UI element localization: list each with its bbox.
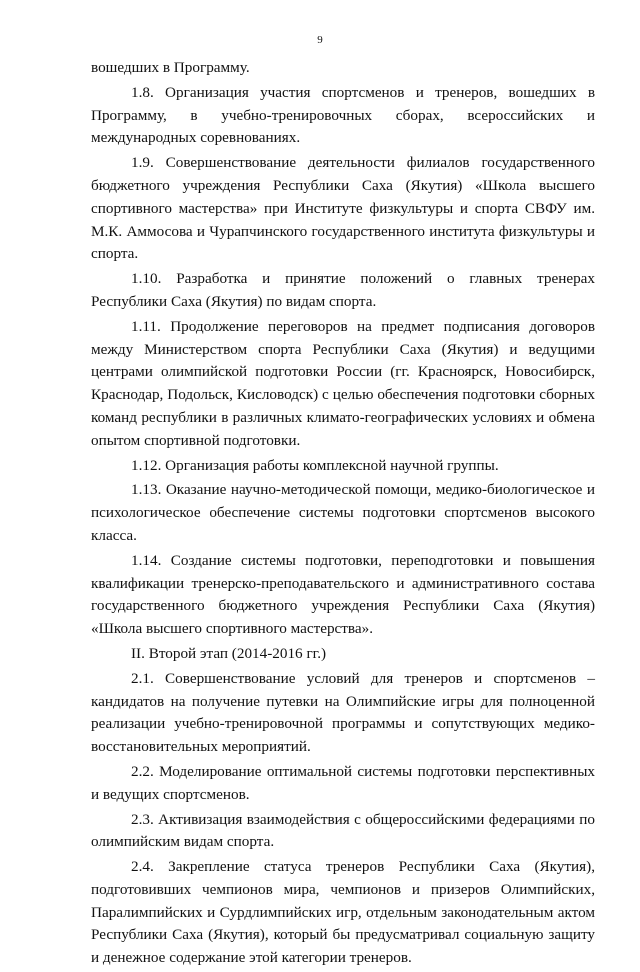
paragraph-1-10: 1.10. Разработка и принятие положений о главных тренерах Республики Саха (Якутия) по видам спорта. [91,270,595,310]
paragraph-continuation: вошедших в Программу. [91,59,250,76]
paragraph-2-1: 2.1. Совершенствование условий для тренеров и спортсменов – кандидатов на получение путевки на Олимпийские игры для полноценной реализации учебно-тренировочной программы и сопутствующих медико-восстановительных мероприятий. [91,669,595,756]
paragraph-1-14: 1.14. Создание системы подготовки, переподготовки и повышения квалификации тренерско-преподавательского и административного состава государственного бюджетного учреждения Республики Саха (Якутия) «Школа высшего спортивного мастерства». [91,551,595,638]
paragraph-2-3: 2.3. Активизация взаимодействия с общероссийскими федерациями по олимпийским видам спорта. [91,810,595,851]
document-body [91,57,595,972]
paragraph-1-8: 1.8. Организация участия спортсменов и тренеров, вошедших в Программу, в учебно-тренировочных сборах, всероссийских и международных соревнованиях. [91,83,595,147]
paragraph-1-9: 1.9. Совершенствование деятельности филиалов государственного бюджетного учреждения Республики Саха (Якутия) «Школа высшего спортивного мастерства» при Институте физкультуры и спорта СВФУ им. М.К. Аммосова и Чурапчинского государственного института физкультуры и спорта. [91,154,595,263]
section-heading-stage-2: II. Второй этап (2014-2016 гг.) [131,644,327,662]
page-number: 9 [317,34,323,46]
paragraph-2-4: 2.4. Закрепление статуса тренеров Республики Саха (Якутия), подготовивших чемпионов мира, чемпионов и призеров Олимпийских, Паралимпийских и Сурдлимпийских игр, отдельным законодательным актом Республики Саха (Якутия), который бы предусматривал социальную защиту и денежное содержание этой категории тренеров. [91,858,595,967]
paragraph-2-2: 2.2. Моделирование оптимальной системы подготовки перспективных и ведущих спортсменов. [91,762,595,803]
paragraph-1-13: 1.13. Оказание научно-методической помощи, медико-биологическое и психологическое обеспечение системы подготовки спортсменов высокого класса. [91,481,595,544]
paragraph-1-11: 1.11. Продолжение переговоров на предмет подписания договоров между Министерством спорта Республики Саха (Якутия) и ведущими центрами олимпийской подготовки России (гг. Красноярск, Новосибирск, Краснодар, Подольск, Кисловодск) с целью обеспечения подготовки сборных команд республики в различных климато-географических условиях и обмена опытом спортивной подготовки. [91,317,595,449]
paragraph-1-12: 1.12. Организация работы комплексной научной группы. [131,456,499,474]
